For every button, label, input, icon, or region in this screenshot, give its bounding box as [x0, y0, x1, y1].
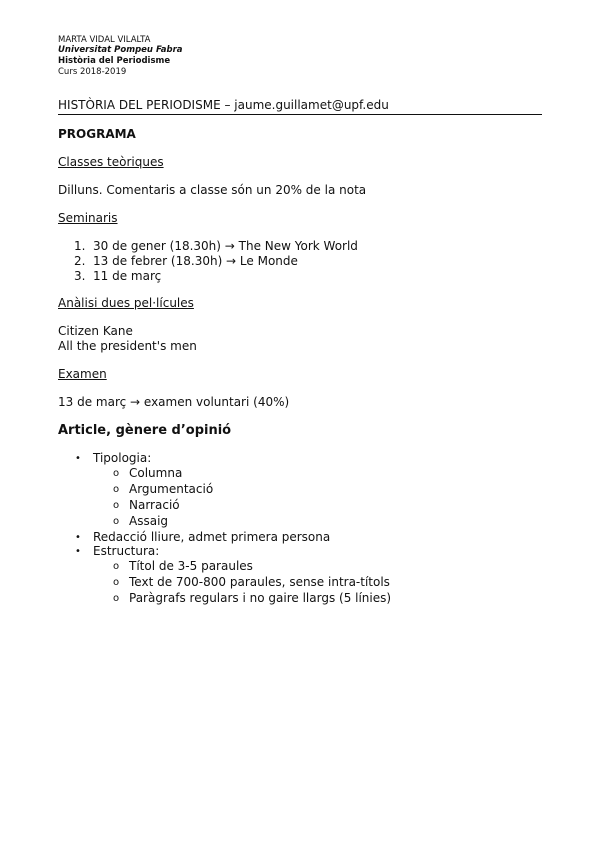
sub-bullet-icon: o [113, 561, 120, 572]
list-text: 11 de març [93, 269, 162, 283]
programa-heading: PROGRAMA [58, 127, 136, 141]
sub-list-item: Títol de 3-5 paraules [129, 559, 253, 573]
sub-bullet-icon: o [113, 516, 120, 527]
article-heading: Article, gènere d’opinió [58, 423, 232, 438]
document-title: HISTÒRIA DEL PERIODISME – jaume.guillamet@upf.edu [58, 97, 542, 115]
film-title: All the president's men [58, 339, 197, 353]
sub-list-item: Assaig [129, 514, 169, 528]
examen-text: 13 de març → examen voluntari (40%) [58, 395, 290, 409]
sub-list-item: Text de 700-800 paraules, sense intra-títols [129, 575, 390, 589]
bullet-icon: • [75, 546, 81, 557]
author-name: MARTA VIDAL VILALTA [58, 35, 151, 45]
bullet-icon: • [75, 453, 81, 464]
classes-heading: Classes teòriques [58, 155, 164, 169]
sub-list-item: Columna [129, 466, 183, 480]
list-number: 1. [74, 239, 86, 253]
analisi-heading: Anàlisi dues pel·lícules [58, 296, 194, 310]
sub-bullet-icon: o [113, 484, 120, 495]
course-year: Curs 2018-2019 [58, 67, 127, 77]
examen-heading: Examen [58, 367, 107, 381]
classes-text: Dilluns. Comentaris a classe són un 20% de la nota [58, 183, 367, 197]
sub-bullet-icon: o [113, 468, 120, 479]
film-title: Citizen Kane [58, 324, 133, 338]
sub-list-item: Paràgrafs regulars i no gaire llargs (5 línies) [129, 591, 392, 605]
list-text: 30 de gener (18.30h) → The New York World [93, 239, 358, 253]
list-number: 2. [74, 254, 86, 268]
tipologia-label: Tipologia: [93, 451, 152, 465]
list-number: 3. [74, 269, 86, 283]
sub-bullet-icon: o [113, 500, 120, 511]
estructura-label: Estructura: [93, 544, 160, 558]
university-name: Universitat Pompeu Fabra [58, 45, 183, 55]
course-name: Història del Periodisme [58, 56, 171, 66]
bullet-icon: • [75, 532, 81, 543]
sub-list-item: Narració [129, 498, 180, 512]
redaccio-text: Redacció lliure, admet primera persona [93, 530, 331, 544]
sub-bullet-icon: o [113, 593, 120, 604]
seminaris-heading: Seminaris [58, 211, 118, 225]
list-text: 13 de febrer (18.30h) → Le Monde [93, 254, 298, 268]
sub-list-item: Argumentació [129, 482, 214, 496]
sub-bullet-icon: o [113, 577, 120, 588]
